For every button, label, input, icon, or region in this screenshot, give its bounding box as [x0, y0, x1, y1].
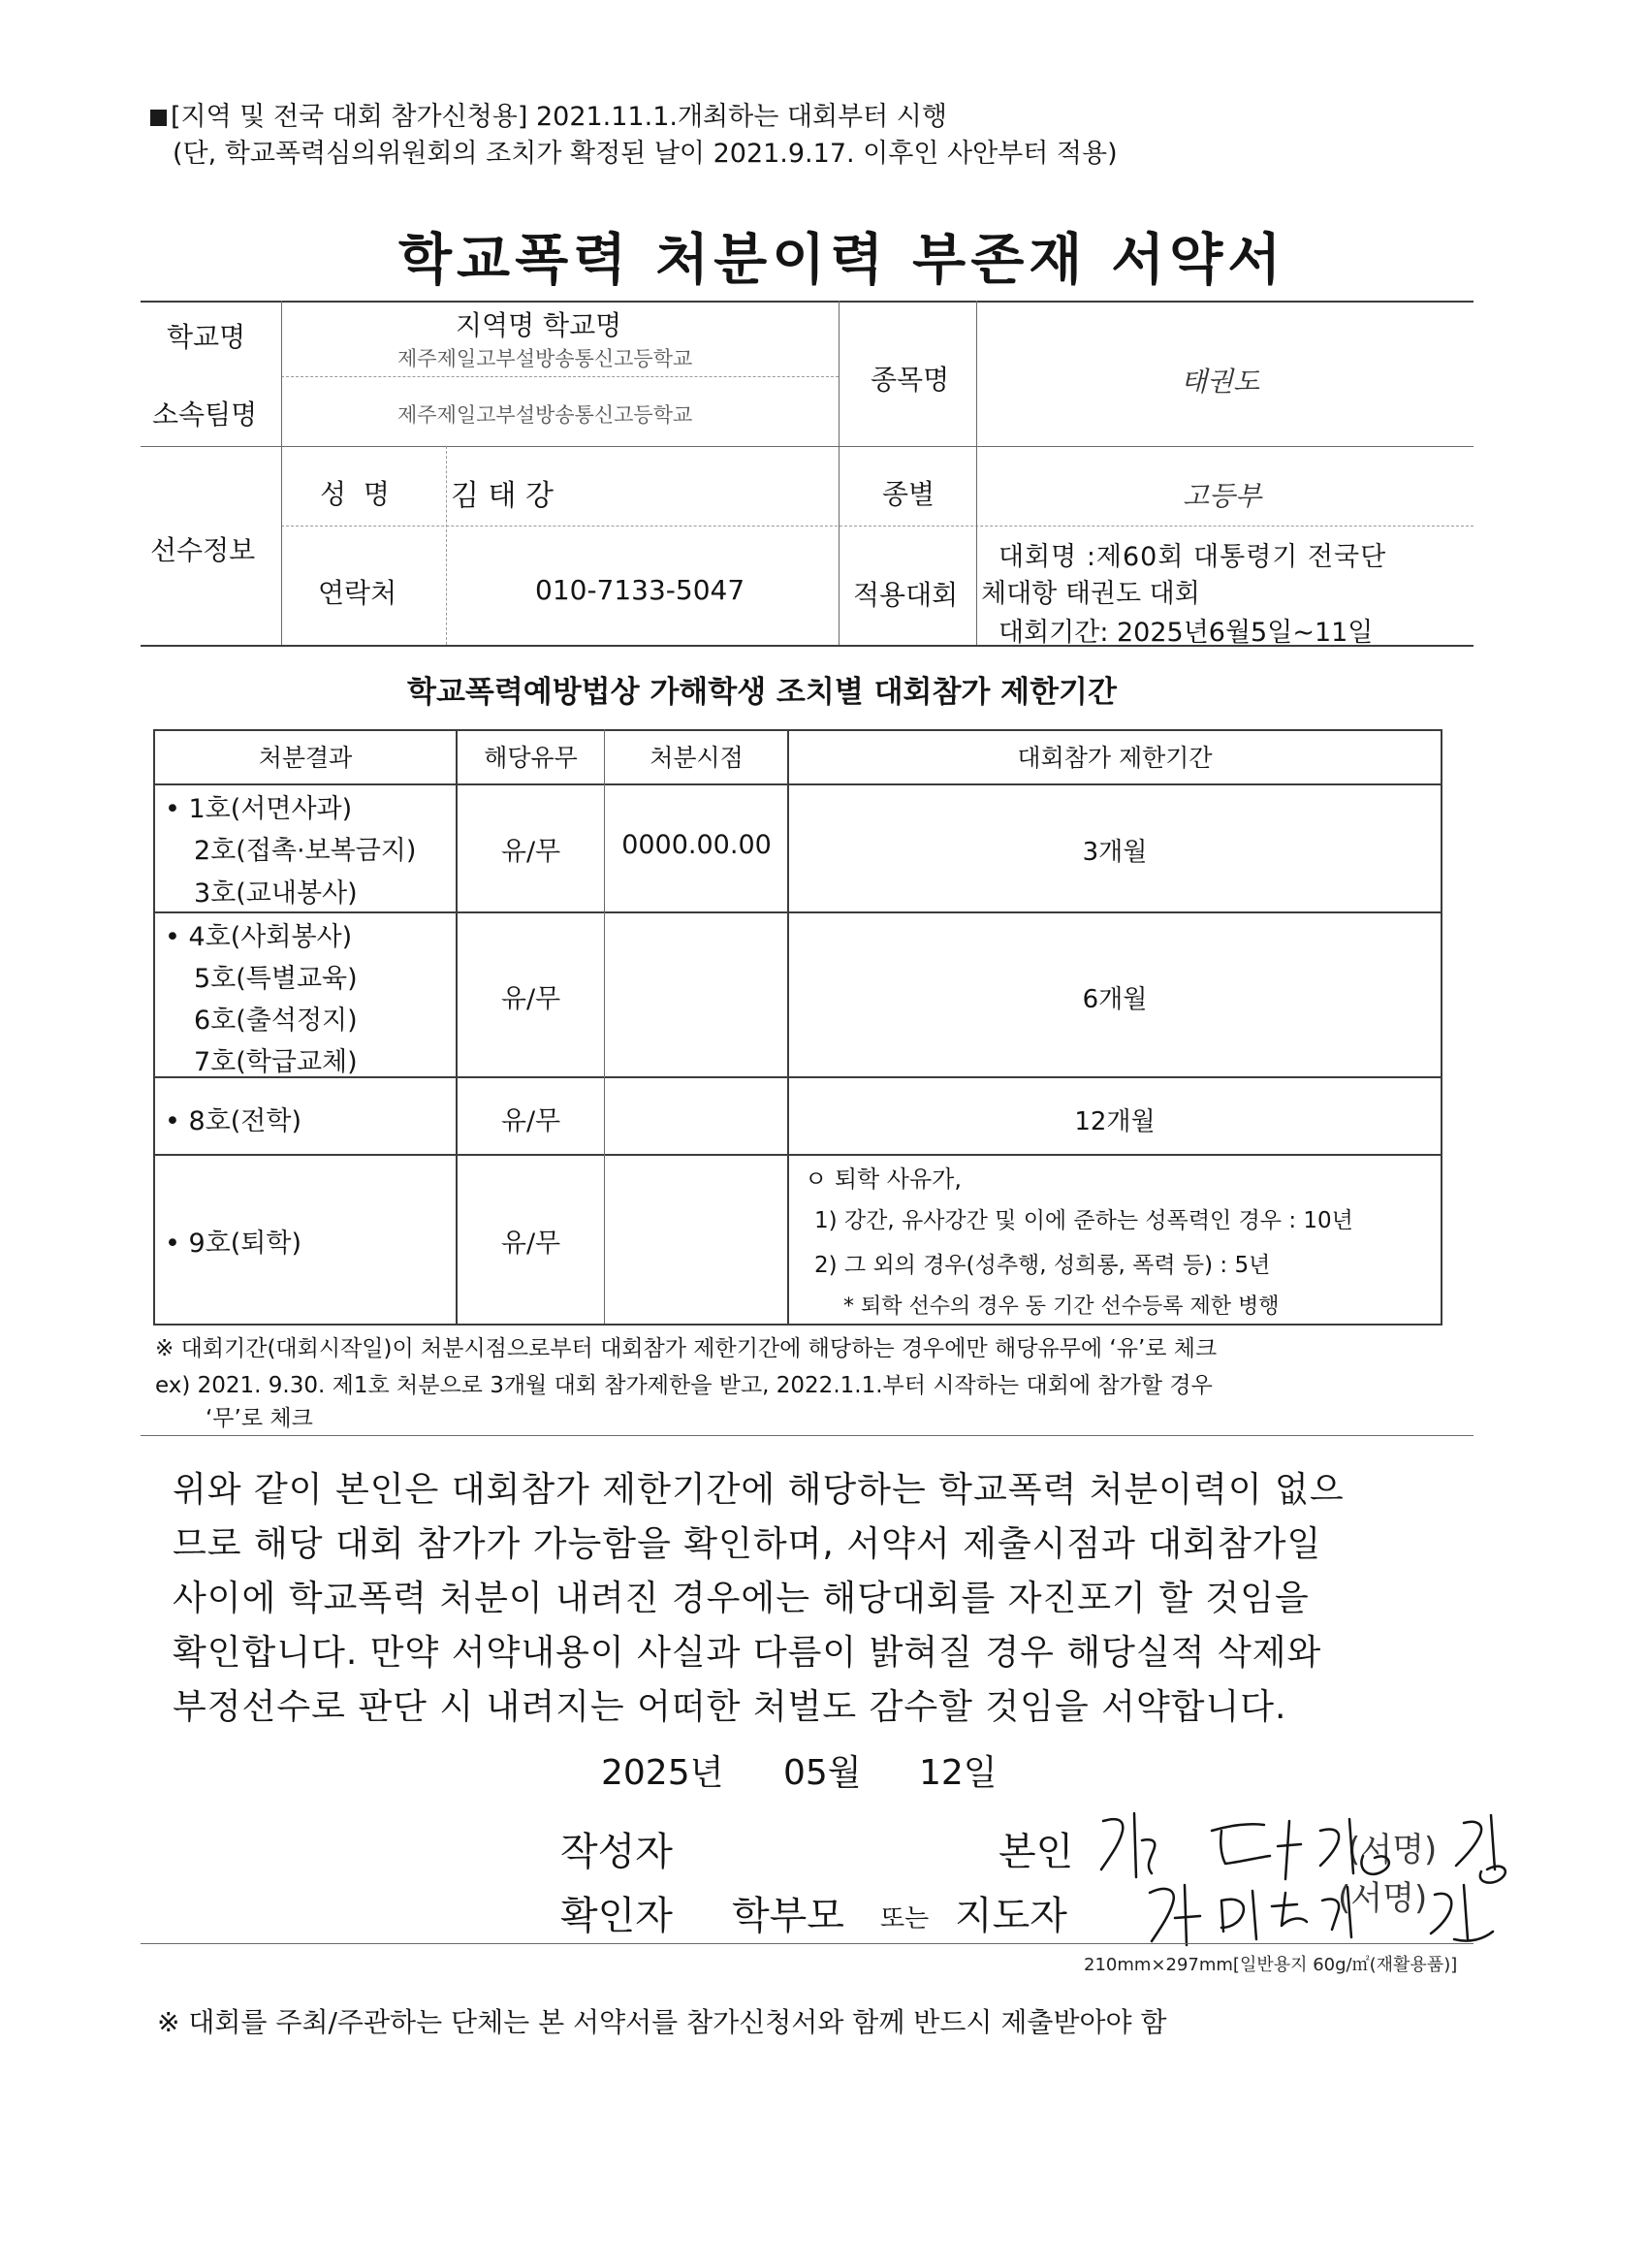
event-label: 적용대회: [853, 579, 959, 611]
item-8: • 8호(전학): [165, 1106, 301, 1136]
item-2: 2호(접촉·보복금지): [194, 836, 417, 866]
pledge-line-2: 므로 해당 대회 참가가 가능함을 확인하며, 서약서 제출시점과 대회참가일: [173, 1524, 1322, 1564]
team-value: 제주제일고부설방송통신고등학교: [397, 403, 693, 427]
school-label: 학교명: [167, 321, 246, 353]
item-5: 5호(특별교육): [194, 964, 358, 994]
item-7: 7호(학급교체): [194, 1047, 358, 1077]
or-label: 또는: [880, 1904, 930, 1933]
restriction-period: 6개월: [1082, 985, 1148, 1014]
notice-line-1: [150, 95, 947, 133]
notice-text-1: [지역 및 전국 대회 참가신청용] 2021.11.1.개최하는 대회부터 시행: [171, 102, 947, 132]
table-note-2: ex) 2021. 9.30. 제1호 처분으로 3개월 대회 참가제한을 받고, 2022.1.1.부터 시작하는 대회에 참가할 경우: [155, 1373, 1213, 1398]
pledge-line-1: 위와 같이 본인은 대회참가 제한기간에 해당하는 학교폭력 처분이력이 없으: [173, 1470, 1345, 1510]
handwritten-signature-2: [1144, 1871, 1512, 1949]
item-6: 6호(출석정지): [194, 1006, 358, 1036]
division-label: 종별: [882, 478, 935, 510]
sign-mark-1: (서명): [1347, 1831, 1438, 1869]
self-label: 본인: [998, 1830, 1074, 1874]
expulsion-reason-2: 2) 그 외의 경우(성추행, 성희롱, 폭력 등) : 5년: [814, 1253, 1271, 1278]
expulsion-reason-heading: ㅇ 퇴학 사유가,: [805, 1166, 962, 1193]
sport-value: 태권도: [1181, 366, 1260, 398]
notice-line-2: (단, 학교폭력심의위원회의 조치가 확정된 날이 2021.9.17. 이후인 사안부터 적용): [173, 139, 1118, 169]
pledge-line-4: 확인합니다. 만약 서약내용이 사실과 다름이 밝혀질 경우 해당실적 삭제와: [173, 1633, 1322, 1673]
header-restriction-period: 대회참가 제한기간: [1017, 744, 1213, 772]
table-note-3: ‘무’로 체크: [206, 1406, 313, 1431]
event-line-1: 대회명 :제60회 대통령기 전국단: [998, 542, 1387, 572]
applicable-checkbox[interactable]: 유/무: [500, 1106, 561, 1136]
disposition-date: 0000.00.00: [621, 830, 772, 860]
writer-label: 작성자: [560, 1830, 673, 1874]
paper-spec: 210mm×297mm[일반용지 60g/㎡(재활용품)]: [1084, 1955, 1458, 1975]
team-label: 소속팀명: [152, 399, 258, 431]
applicable-checkbox[interactable]: 유/무: [500, 1229, 561, 1259]
restriction-period: 3개월: [1082, 838, 1148, 867]
expulsion-reason-note: * 퇴학 선수의 경우 동 기간 선수등록 제한 병행: [843, 1294, 1280, 1319]
sport-label: 종목명: [871, 364, 950, 396]
parent-label: 학부모: [732, 1894, 844, 1938]
restriction-period: 12개월: [1074, 1107, 1156, 1136]
document-title: 학교폭력 처분이력 부존재 서약서: [398, 228, 1286, 292]
table-note-1: ※ 대회기간(대회시작일)이 처분시점으로부터 대회참가 제한기간에 해당하는 경우에만 해당유무에 ‘유’로 체크: [155, 1336, 1218, 1361]
square-bullet-icon: [150, 110, 167, 126]
date-day: 12일: [919, 1753, 998, 1793]
header-result: 처분결과: [258, 744, 353, 772]
pledge-line-3: 사이에 학교폭력 처분이 내려진 경우에는 해당대회를 자진포기 할 것임을: [173, 1579, 1310, 1618]
pledge-line-5: 부정선수로 판단 시 내려지는 어떠한 처벌도 감수할 것임을 서약합니다.: [173, 1687, 1287, 1727]
division-value: 고등부: [1183, 480, 1262, 512]
signature-divider: [141, 1943, 1474, 1944]
header-applicable: 해당유무: [484, 744, 578, 772]
sign-mark-2: (서명): [1338, 1879, 1428, 1918]
header-disposition-date: 처분시점: [650, 744, 744, 772]
item-9: • 9호(퇴학): [165, 1229, 301, 1259]
guide-label: 지도자: [955, 1894, 1067, 1938]
name-value: 김 태 강: [451, 479, 555, 513]
item-1: • 1호(서면사과): [165, 794, 353, 824]
expulsion-reason-1: 1) 강간, 유사강간 및 이에 준하는 성폭력인 경우 : 10년: [814, 1208, 1353, 1233]
applicable-checkbox[interactable]: 유/무: [500, 984, 561, 1014]
restriction-section-title: 학교폭력예방법상 가해학생 조치별 대회참가 제한기간: [407, 675, 1117, 710]
final-note: ※ 대회를 주최/주관하는 단체는 본 서약서를 참가신청서와 함께 반드시 제출받아야 함: [157, 2006, 1167, 2038]
event-line-2: 체대항 태권도 대회: [981, 579, 1200, 609]
applicable-checkbox[interactable]: 유/무: [500, 837, 561, 867]
item-3: 3호(교내봉사): [194, 878, 358, 909]
athlete-info-label: 선수정보: [150, 534, 256, 566]
confirmer-label: 확인자: [560, 1894, 673, 1938]
divider: [141, 1435, 1474, 1436]
school-value: 제주제일고부설방송통신고등학교: [397, 347, 693, 370]
contact-value: 010-7133-5047: [535, 574, 745, 606]
event-line-3: 대회기간: 2025년6월5일~11일: [998, 618, 1374, 648]
item-4: • 4호(사회봉사): [165, 922, 353, 952]
date-month: 05월: [783, 1753, 862, 1793]
school-sub-label: 지역명 학교명: [456, 309, 622, 341]
name-label: 성 명: [320, 478, 390, 510]
date-year: 2025년: [601, 1753, 724, 1793]
contact-label: 연락처: [318, 577, 397, 609]
